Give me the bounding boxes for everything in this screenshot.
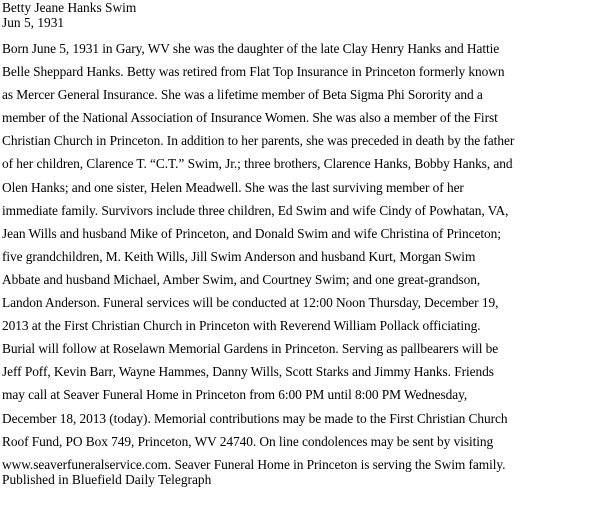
body-line: Christian Church in Princeton. In addition to her parents, she was preceded in death by the father [2,133,515,149]
obituary-body [2,37,608,476]
body-line: as Mercer General Insurance. She was a lifetime member of Beta Sigma Phi Sorority and a [2,87,483,103]
body-line: Olen Hanks; and one sister, Helen Meadwell. She was the last surviving member of her [2,179,464,195]
body-line: Belle Sheppard Hanks. Betty was retired from Flat Top Insurance in Princeton formerly known [2,64,505,80]
body-line: www.seaverfuneralservice.com. Seaver Funeral Home in Princeton is serving the Swim family. [2,456,506,472]
body-line: 2013 at the First Christian Church in Princeton with Reverend William Pollack officiating. [2,318,481,334]
body-line: Burial will follow at Roselawn Memorial Gardens in Princeton. Serving as pallbearers will be [2,341,499,357]
body-line: Landon Anderson. Funeral services will be conducted at 12:00 Noon Thursday, December 19, [2,295,499,311]
body-line: may call at Seaver Funeral Home in Princeton from 6:00 PM until 8:00 PM Wednesday, [2,387,468,403]
publication-source: Published in Bluefield Daily Telegraph [2,471,212,487]
obituary-name: Betty Jeane Hanks Swim [2,0,137,15]
body-line: five grandchildren, M. Keith Wills, Jill Swim Anderson and husband Kurt, Morgan Swim [2,248,476,264]
body-line: Jean Wills and husband Mike of Princeton, and Donald Swim and wife Christina of Princeton; [2,225,501,241]
body-line: member of the National Association of Insurance Women. She was also a member of the First [2,110,498,126]
obituary-document [2,0,608,487]
body-line: of her children, Clarence T. “C.T.” Swim, Jr.; three brothers, Clarence Hanks, Bobby Hanks, and [2,156,513,172]
body-line: Abbate and husband Michael, Amber Swim, and Courtney Swim; and one great-grandson, [2,271,481,287]
body-line: December 18, 2013 (today). Memorial contributions may be made to the First Christian Church [2,410,508,426]
body-line: Born June 5, 1931 in Gary, WV she was the daughter of the late Clay Henry Hanks and Hattie [2,41,500,56]
obituary-date: Jun 5, 1931 [2,15,65,30]
body-line: Jeff Poff, Kevin Barr, Wayne Hammes, Danny Wills, Scott Starks and Jimmy Hanks. Friends [2,364,494,380]
body-line: Roof Fund, PO Box 749, Princeton, WV 24740. On line condolences may be sent by visiting [2,433,494,449]
body-line: immediate family. Survivors include three children, Ed Swim and wife Cindy of Powhatan, VA, [2,202,509,218]
